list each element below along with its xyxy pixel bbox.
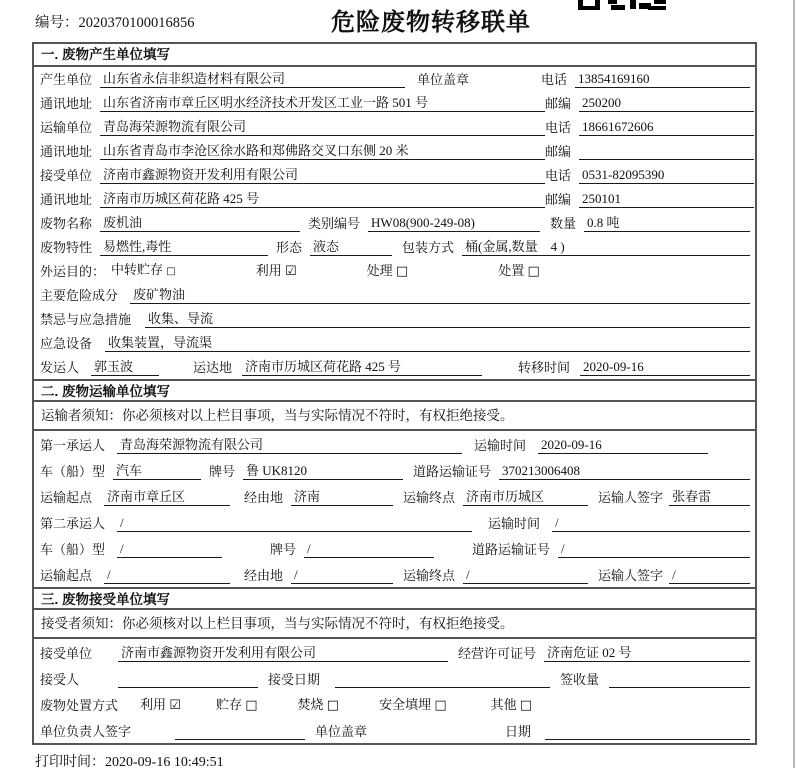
disposal-option-other <box>491 696 533 714</box>
vehicle1-value: 汽车 <box>113 462 201 480</box>
disposal-label: 废物处置方式 <box>40 698 119 713</box>
row-producer-address <box>34 91 755 115</box>
route2-start-value: / <box>104 566 230 584</box>
disposal-option-storage <box>216 696 258 714</box>
route2-start-label: 运输起点 <box>40 568 93 583</box>
purpose-option-dispose <box>498 262 540 280</box>
row-hazard <box>34 283 755 307</box>
equipment-value: 收集装置，导流渠 <box>105 334 750 352</box>
route1-sign-value: 张春雷 <box>669 488 750 506</box>
checkbox-icon: □ <box>434 698 447 713</box>
carrier2-value: / <box>117 514 472 532</box>
transporter-address-label: 通讯地址 <box>40 144 93 159</box>
route2-via-value: / <box>291 566 393 584</box>
serial-number-line <box>35 11 195 32</box>
license2-value: / <box>558 540 750 558</box>
row-taboo <box>34 307 755 331</box>
row-disposal <box>34 691 755 717</box>
row-receiver-address <box>34 187 755 211</box>
dispatcher-value: 郭玉波 <box>91 358 159 376</box>
route1-sign-label: 运输人签字 <box>598 490 664 505</box>
purpose-option-treat <box>367 262 409 280</box>
checkbox-icon: □ <box>326 698 340 713</box>
print-time-label: 打印时间： <box>35 755 105 768</box>
accept-date-value <box>335 687 550 688</box>
serial-label: 编号： <box>35 15 79 31</box>
accept-unit-label: 接受单位 <box>40 646 93 661</box>
row-waste-name <box>34 211 755 235</box>
vehicle2-label: 车（船）型 <box>40 542 106 557</box>
notice-label: 运输者须知： <box>41 408 122 423</box>
receiver-value: 济南市鑫源物资开发利用有限公司 <box>100 166 545 184</box>
option-label: 处理 <box>366 263 393 278</box>
option-label: 处置 <box>498 263 525 278</box>
transfer-form-table <box>32 42 757 745</box>
waste-traits-label: 废物特性 <box>40 240 93 255</box>
signoff-label: 单位负责人签字 <box>40 724 132 739</box>
equipment-label: 应急设备 <box>40 336 93 351</box>
destination-label: 运达地 <box>193 360 233 375</box>
route1-start-value: 济南市章丘区 <box>104 488 230 506</box>
carrier2-time-value: / <box>552 514 750 532</box>
purpose-option-transfer-storage <box>111 261 176 280</box>
disposal-option-landfill <box>379 696 447 714</box>
vehicle1-label: 车（船）型 <box>40 464 106 479</box>
row-accept-unit <box>34 639 755 665</box>
option-label: 焚烧 <box>297 697 324 712</box>
route1-end-label: 运输终点 <box>403 490 456 505</box>
section3-header: 三. 废物接受单位填写 <box>34 587 755 610</box>
signoff-date-label: 日期 <box>505 724 532 739</box>
vehicle2-value: / <box>117 540 222 558</box>
taboo-label: 禁忌与应急措施 <box>40 312 132 327</box>
producer-zip-label: 邮编 <box>545 96 572 111</box>
receiver-address-value: 济南市历城区荷花路 425 号 <box>100 190 545 208</box>
row-carrier2 <box>34 509 755 535</box>
row-signoff <box>34 717 755 743</box>
route1-end-value: 济南市历城区 <box>463 488 588 506</box>
producer-value: 山东省永信非织造材料有限公司 <box>100 70 405 88</box>
waste-traits-value: 易燃性,毒性 <box>100 238 268 256</box>
carrier1-value: 青岛海荣源物流有限公司 <box>117 436 462 454</box>
row-dispatch <box>34 355 755 379</box>
permit-value: 济南危证 02 号 <box>544 644 750 662</box>
transporter-zip-value <box>579 159 754 160</box>
row-route2 <box>34 561 755 587</box>
carrier1-time-value: 2020-09-16 <box>538 436 708 454</box>
transporter-label: 运输单位 <box>40 120 93 135</box>
dispatcher-label: 发运人 <box>40 360 80 375</box>
unit-seal-label: 单位盖章 <box>315 724 368 739</box>
checkbox-icon: □ <box>166 266 176 277</box>
option-label: 中转贮存 <box>111 262 164 277</box>
plate1-label: 牌号 <box>209 464 236 479</box>
plate2-value: / <box>304 540 434 558</box>
transporter-address-value: 山东省青岛市李沧区徐水路和郑佛路交叉口东侧 20 米 <box>100 142 545 160</box>
page-title: 危险废物转移联单 <box>331 9 531 36</box>
hazard-label: 主要危险成分 <box>40 288 119 303</box>
print-time-value: 2020-09-16 10:49:51 <box>105 755 224 768</box>
transporter-value: 青岛海荣源物流有限公司 <box>100 118 545 136</box>
row-receiver <box>34 163 755 187</box>
receiver-zip-label: 邮编 <box>545 192 572 207</box>
signed-amount-value <box>609 687 750 688</box>
route1-start-label: 运输起点 <box>40 490 93 505</box>
destination-value: 济南市历城区荷花路 425 号 <box>242 358 482 376</box>
carrier2-label: 第二承运人 <box>40 516 106 531</box>
license2-label: 道路运输证号 <box>472 542 551 557</box>
transporter-phone-value: 18661672606 <box>579 118 754 136</box>
section2-notice <box>34 402 755 431</box>
checkbox-icon: □ <box>527 264 540 279</box>
option-label: 利用 <box>140 697 167 712</box>
notice-label: 接受者须知： <box>41 616 122 631</box>
packing-value: 桶(金属,数量 4 ) <box>462 238 750 256</box>
checkbox-checked-icon: ☑ <box>285 264 297 279</box>
section1-header: 一. 废物产生单位填写 <box>34 44 755 67</box>
qty-label: 数量 <box>550 216 577 231</box>
section2-header: 二. 废物运输单位填写 <box>34 379 755 402</box>
print-time-line <box>35 751 224 768</box>
row-transporter-address <box>34 139 755 163</box>
option-label: 贮存 <box>215 697 242 712</box>
row-producer <box>34 67 755 91</box>
carrier1-label: 第一承运人 <box>40 438 106 453</box>
producer-address-label: 通讯地址 <box>40 96 93 111</box>
plate1-value: 鲁 UK8120 <box>243 462 403 480</box>
license1-label: 道路运输证号 <box>413 464 492 479</box>
row-vehicle1 <box>34 457 755 483</box>
packing-label: 包装方式 <box>402 240 455 255</box>
producer-phone-value: 13854169160 <box>575 70 750 88</box>
row-route1 <box>34 483 755 509</box>
qr-code-fragment-icon <box>578 0 670 11</box>
form-label: 形态 <box>276 240 303 255</box>
producer-phone-label: 电话 <box>540 72 567 87</box>
receiver-label: 接受单位 <box>40 168 93 183</box>
row-carrier1 <box>34 431 755 457</box>
transporter-phone-label: 电话 <box>545 120 572 135</box>
option-label: 利用 <box>255 263 282 278</box>
route1-via-label: 经由地 <box>244 490 284 505</box>
receiver-address-label: 通讯地址 <box>40 192 93 207</box>
disposal-option-utilize <box>140 696 181 714</box>
section3-notice <box>34 610 755 639</box>
waste-name-label: 废物名称 <box>40 216 93 231</box>
checkbox-icon: □ <box>245 698 258 713</box>
accept-date-label: 接受日期 <box>268 672 321 687</box>
notice-text: 你必须核对以上栏目事项，当与实际情况不符时，有权拒绝接受。 <box>122 616 514 631</box>
option-label: 安全填埋 <box>379 697 432 712</box>
form-value: 液态 <box>310 238 392 256</box>
taboo-value: 收集、导流 <box>145 310 750 328</box>
signoff-date-value <box>545 739 750 740</box>
purpose-option-utilize <box>256 262 297 280</box>
option-label: 其他 <box>490 697 517 712</box>
checkbox-checked-icon: ☑ <box>169 698 181 713</box>
row-transporter <box>34 115 755 139</box>
transfer-time-value: 2020-09-16 <box>580 358 750 376</box>
checkbox-icon: □ <box>519 698 533 713</box>
row-acceptor <box>34 665 755 691</box>
row-waste-traits <box>34 235 755 259</box>
receiver-zip-value: 250101 <box>579 190 754 208</box>
page-right-edge <box>793 0 795 768</box>
route2-sign-label: 运输人签字 <box>598 568 664 583</box>
notice-text: 你必须核对以上栏目事项，当与实际情况不符时，有权拒绝接受。 <box>122 408 514 423</box>
accept-unit-value: 济南市鑫源物资开发利用有限公司 <box>118 644 448 662</box>
route2-end-label: 运输终点 <box>403 568 456 583</box>
route2-end-value: / <box>463 566 588 584</box>
producer-zip-value: 250200 <box>579 94 754 112</box>
checkbox-icon: □ <box>395 264 409 279</box>
hazard-value: 废矿物油 <box>130 286 750 304</box>
category-value: HW08(900-249-08) <box>368 214 540 232</box>
waste-name-value: 废机油 <box>100 214 300 232</box>
route2-via-label: 经由地 <box>244 568 284 583</box>
category-label: 类别编号 <box>308 216 361 231</box>
seal-label: 单位盖章 <box>417 72 470 87</box>
acceptor-value <box>118 687 258 688</box>
carrier1-time-label: 运输时间 <box>474 438 527 453</box>
qty-value: 0.8 吨 <box>584 214 750 232</box>
license1-value: 370213006408 <box>499 462 750 480</box>
row-purpose <box>34 259 755 283</box>
signoff-value <box>175 739 305 740</box>
row-vehicle2 <box>34 535 755 561</box>
producer-label: 产生单位 <box>40 72 93 87</box>
receiver-phone-value: 0531-82095390 <box>579 166 754 184</box>
route2-sign-value: / <box>669 566 750 584</box>
transporter-zip-label: 邮编 <box>545 144 572 159</box>
route1-via-value: 济南 <box>291 488 393 506</box>
plate2-label: 牌号 <box>270 542 297 557</box>
purpose-label: 外运目的： <box>40 264 106 279</box>
permit-label: 经营许可证号 <box>458 646 537 661</box>
disposal-option-incinerate <box>298 696 340 714</box>
acceptor-label: 接受人 <box>40 672 80 687</box>
receiver-phone-label: 电话 <box>545 168 572 183</box>
serial-value: 2020370100016856 <box>78 15 195 31</box>
transfer-time-label: 转移时间 <box>518 360 571 375</box>
row-equipment <box>34 331 755 355</box>
producer-address-value: 山东省济南市章丘区明水经济技术开发区工业一路 501 号 <box>100 94 545 112</box>
carrier2-time-label: 运输时间 <box>488 516 541 531</box>
signed-amount-label: 签收量 <box>560 672 600 687</box>
